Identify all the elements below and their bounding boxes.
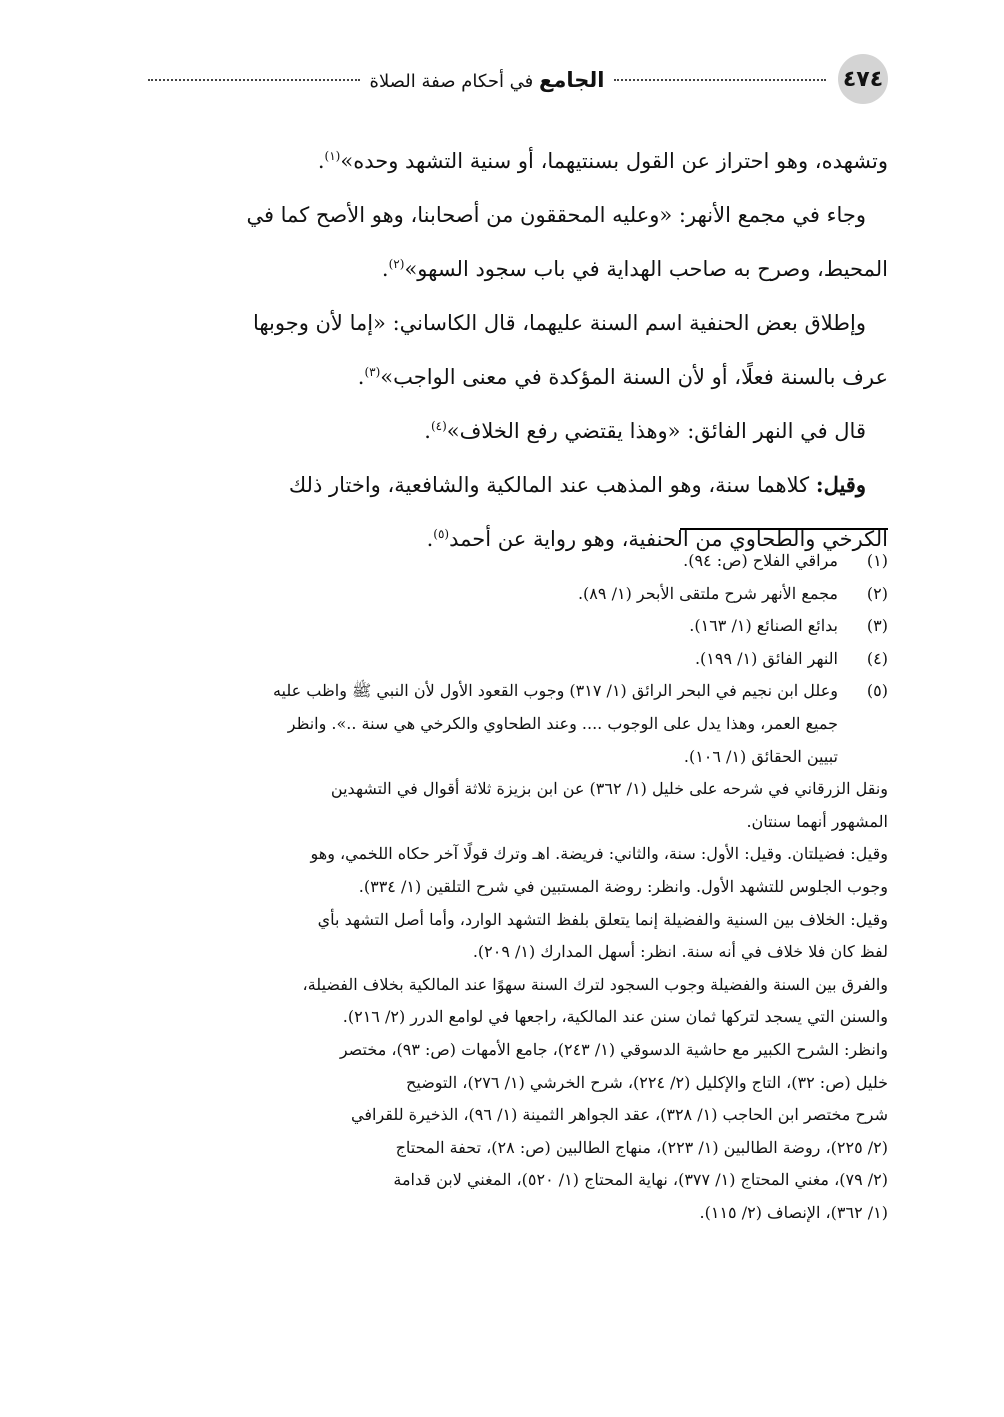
footnote-ref-4[interactable]: (٤) — [430, 419, 447, 433]
footnote-number: (٢) — [866, 583, 888, 603]
footnote-3 — [148, 610, 888, 643]
footnote-ref-3[interactable]: (٣) — [364, 365, 381, 379]
footnote-paragraph-line: (٢/ ٢٢٥)، روضة الطالبين (١/ ٢٢٣)، منهاج الطالبين (ص: ٢٨)، تحفة المحتاج — [395, 1137, 888, 1157]
page-number-badge: ٤٧٤ — [838, 54, 888, 104]
footnote-paragraph-line: وقيل: فضيلتان. وقيل: الأول: سنة، والثاني: فريضة. اهـ وترك قولًا آخر حكاه اللخمي، وهو — [310, 844, 888, 864]
footnote-paragraph-line: لفظ كان فلا خلاف في أنه سنة. انظر: أسهل المدارك (١/ ٢٠٩). — [472, 942, 888, 962]
footnote-text: النهر الفائق (١/ ١٩٩). — [694, 648, 838, 668]
text-line-3: المحيط، وصرح به صاحب الهداية في باب سجود السهو»$^{(٢)}$. — [381, 257, 888, 281]
footnote-paragraph-line: والسنن التي يسجد لتركها ثمان سنن عند المالكية، راجعها في لوامع الدرر (٢/ ٢١٦). — [342, 1007, 888, 1027]
book-page — [148, 40, 888, 1380]
header-dots-left — [148, 79, 360, 81]
book-title — [370, 68, 605, 92]
footnote-paragraph-line: خليل (ص: ٣٢)، التاج والإكليل (٢/ ٢٢٤)، شرح الخرشي (١/ ٢٧٦)، التوضيح — [406, 1072, 888, 1092]
footnote-paragraph-line: ونقل الزرقاني في شرحه على خليل (١/ ٣٦٢) عن ابن بزيزة ثلاثة أقوال في التشهدين — [330, 779, 888, 799]
footnote-paragraph-line: وانظر: الشرح الكبير مع حاشية الدسوقي (١/ ٢٤٣)، جامع الأمهات (ص: ٩٣)، مختصر — [339, 1039, 888, 1059]
book-title-main: الجامع — [539, 68, 605, 92]
footnote-separator — [680, 528, 888, 530]
footnote-paragraph-line: شرح مختصر ابن الحاجب (١/ ٣٢٨)، عقد الجواهر الثمينة (١/ ٩٦)، الذخيرة للقرافي — [351, 1105, 888, 1125]
footnote-paragraph-line: وقيل: الخلاف بين السنية والفضيلة إنما يتعلق بلفظ التشهد الوارد، وأما أصل التشهد بأي — [317, 909, 888, 929]
header-title-row — [148, 60, 826, 100]
footnote-text: تبيين الحقائق (١/ ١٠٦). — [683, 746, 838, 766]
footnote-text: وعلل ابن نجيم في البحر الرائق (١/ ٣١٧) وجوب القعود الأول لأن النبي ﷺ واظب عليه — [272, 681, 838, 701]
footnote-text: جميع العمر، وهذا يدل على الوجوب .... وعند الطحاوي والكرخي هي سنة ..». وانظر — [287, 713, 838, 733]
footnote-paragraph-line: وجوب الجلوس للتشهد الأول. وانظر: روضة المستبين في شرح التلقين (١/ ٣٣٤). — [358, 876, 888, 896]
footnote-number: (٤) — [866, 648, 888, 668]
footnote-text: بدائع الصنائع (١/ ١٦٣). — [689, 616, 838, 636]
text-line-2: وجاء في مجمع الأنهر: «وعليه المحققون من أصحابنا، وهو الأصح كما في — [246, 203, 866, 227]
bold-term: وقيل: — [815, 472, 866, 497]
footnote-ref-1[interactable]: (١) — [324, 149, 341, 163]
footnote-1 — [148, 545, 888, 578]
footnote-paragraph-line: المشهور أنهما سنتان. — [746, 811, 888, 831]
main-text — [148, 134, 888, 566]
text-line-1: وتشهده، وهو احتراز عن القول بسنتيهما، أو سنية التشهد وحده»$^{(١)}$. — [317, 149, 888, 173]
header-dots-right — [614, 79, 826, 81]
book-title-rest: في أحكام صفة الصلاة — [369, 71, 534, 92]
footnote-paragraph-line: (٢/ ٧٩)، مغني المحتاج (١/ ٣٧٧)، نهاية المحتاج (١/ ٥٢٠)، المغني لابن قدامة — [393, 1170, 888, 1190]
text-line-8: الكرخي والطحاوي من الحنفية، وهو رواية عن أحمد$^{(٥)}$. — [426, 527, 888, 551]
footnote-text: مراقي الفلاح (ص: ٩٤). — [683, 551, 838, 570]
footnote-ref-5[interactable]: (٥) — [433, 527, 450, 541]
text-line-5: عرف بالسنة فعلًا، أو لأن السنة المؤكدة في معنى الواجب»$^{(٣)}$. — [357, 365, 888, 389]
text-line-7: وقيل: كلاهما سنة، وهو المذهب عند المالكية والشافعية، واختار ذلك — [288, 472, 866, 497]
footnote-5 — [148, 675, 888, 773]
footnote-paragraph-line: (١/ ٣٦٢)، الإنصاف (٢/ ١١٥). — [699, 1202, 888, 1222]
footnote-number: (٣) — [866, 616, 888, 636]
text-line-6: قال في النهر الفائق: «وهذا يقتضي رفع الخلاف»$^{(٤)}$. — [424, 419, 866, 443]
footnote-number: (١) — [866, 551, 888, 570]
text-line-4: وإطلاق بعض الحنفية اسم السنة عليهما، قال الكاساني: «إما لأن وجوبها — [252, 311, 866, 335]
footnote-2 — [148, 578, 888, 611]
footnote-number: (٥) — [866, 681, 888, 701]
footnote-text: مجمع الأنهر شرح ملتقى الأبحر (١/ ٨٩). — [577, 583, 838, 603]
footnote-4 — [148, 643, 888, 676]
footnote-ref-2[interactable]: (٢) — [388, 257, 405, 271]
running-header — [148, 54, 888, 104]
footnotes — [148, 545, 888, 1229]
footnote-paragraph-line: والفرق بين السنة والفضيلة وجوب السجود لترك السنة سهوًا عند المالكية بخلاف الفضيلة، — [302, 974, 888, 994]
